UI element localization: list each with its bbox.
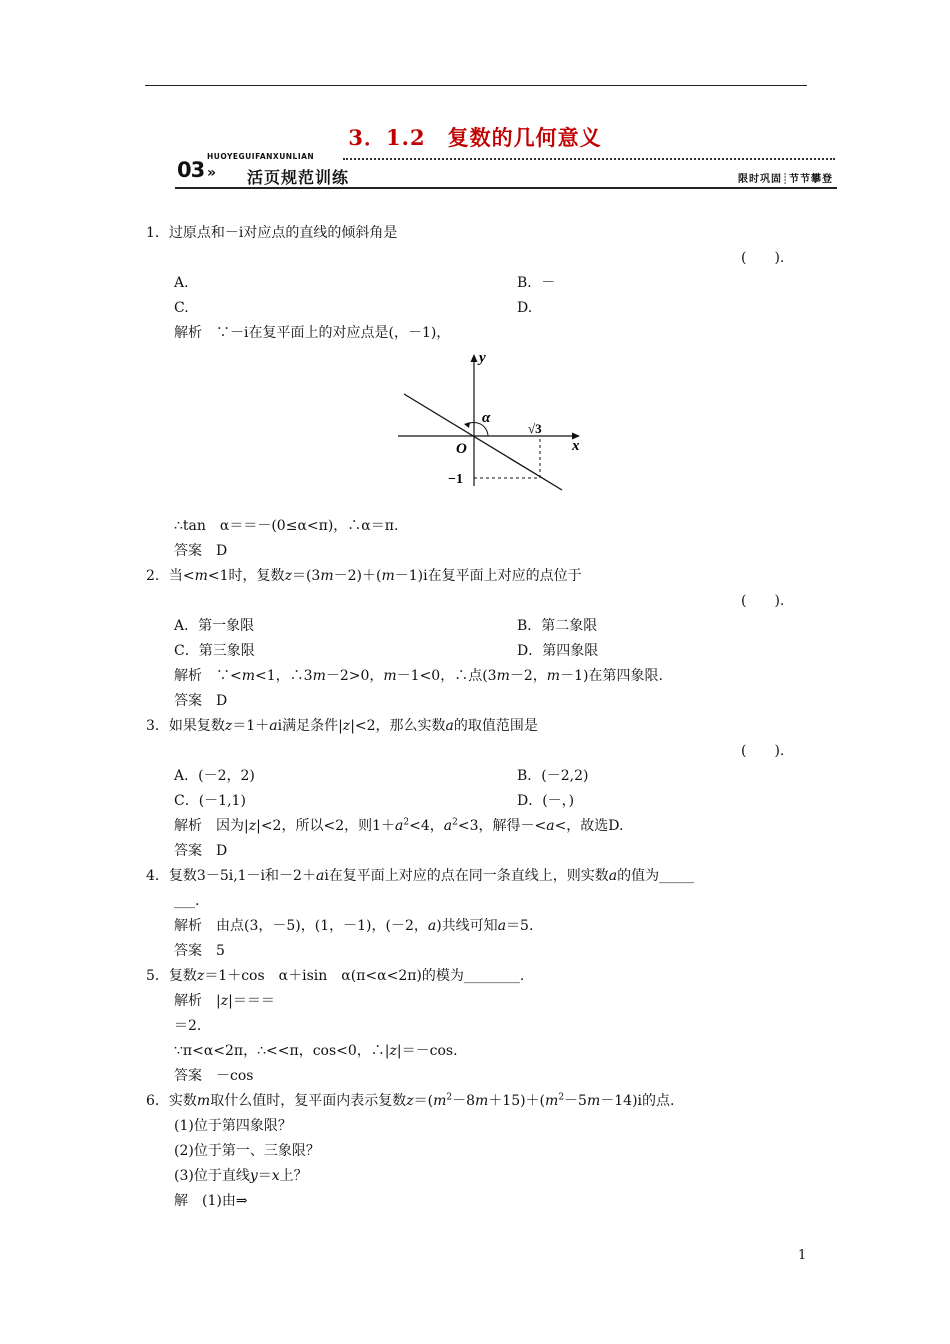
page-number: 1 <box>798 1248 807 1263</box>
q2-stem: 2．当<m<1时，复数z＝(3m－2)＋(m－1)i在复平面上对应的点位于 <box>146 568 582 584</box>
line-through-origin <box>404 394 562 490</box>
q4-stem-cont: ___. <box>174 893 200 909</box>
q2-option-a: A．第一象限 <box>174 618 255 634</box>
q3-option-a: A．(－2，2) <box>174 768 255 784</box>
top-rule <box>145 85 807 86</box>
x-axis-label: x <box>572 438 580 454</box>
q3-analysis: 解析 因为|z|<2，所以<2，则$1+a^2<4$，$a^2<3$，解得－<a<，故选D. <box>174 817 624 834</box>
q3-paren: ( ). <box>741 743 785 759</box>
q6-stem: 6．实数m取什么值时，复平面内表示复数$z=(m^2-8m+15)+(m^2-5m-14)i$的点. <box>146 1092 675 1109</box>
q6-solution: 解 (1)由⇒ <box>174 1193 248 1209</box>
q1-paren: ( ). <box>741 250 785 266</box>
q1-stem: 1．过原点和－i对应点的直线的倾斜角是 <box>146 225 398 241</box>
banner-tag: 限时巩固┊节节攀登 <box>737 174 833 185</box>
q1-option-a: A. <box>174 275 189 291</box>
y-axis-arrow-icon <box>471 354 478 362</box>
q6-part-2: (2)位于第一、三象限？ <box>174 1143 320 1159</box>
q2-paren: ( ). <box>741 593 785 609</box>
q2-option-d: D．第四象限 <box>517 643 599 659</box>
alpha-label: α <box>482 410 491 426</box>
q1-option-c: C. <box>174 300 189 316</box>
q6-part-3: (3)位于直线y＝x上？ <box>174 1168 308 1184</box>
coordinate-figure <box>390 346 590 496</box>
q3-stem: 3．如果复数z＝1＋ai满足条件|z|<2，那么实数a的取值范围是 <box>146 718 538 734</box>
origin-label: O <box>456 441 467 457</box>
q1-option-d: D. <box>517 300 533 316</box>
q1-analysis: 解析 ∵－i在复平面上的对应点是(，－1)， <box>174 325 451 341</box>
q2-option-c: C．第三象限 <box>174 643 255 659</box>
q3-option-c: C．(－1,1) <box>174 793 246 809</box>
y-axis-label: y <box>479 350 486 366</box>
sqrt3-label: √3 <box>528 421 542 436</box>
q6-part-1: (1)位于第四象限？ <box>174 1118 292 1134</box>
section-banner <box>175 152 837 192</box>
q3-option-b: B．(－2,2) <box>517 768 589 784</box>
q5-equals-two: ＝2. <box>174 1018 202 1034</box>
banner-name: 活页规范训练 <box>247 168 350 187</box>
banner-number: 03 <box>177 158 205 182</box>
q5-stem: 5．复数z＝1＋cos α＋isin α(π<α<2π)的模为________. <box>146 968 525 984</box>
banner-rule <box>175 187 837 189</box>
q5-analysis: 解析 |z|＝＝＝ <box>174 993 275 1009</box>
q2-option-b: B．第二象限 <box>517 618 598 634</box>
q3-option-d: D．(－，) <box>517 793 575 809</box>
q4-answer: 答案 5 <box>174 943 225 959</box>
q3-answer: 答案 D <box>174 843 228 859</box>
q4-analysis: 解析 由点(3，－5)，(1，－1)，(－2，a)共线可知a＝5. <box>174 918 534 934</box>
q1-tan-line: ∴tan α＝＝－(0≤α<π)，∴α＝π. <box>174 518 399 534</box>
q4-stem: 4．复数3－5i,1－i和－2＋ai在复平面上对应的点在同一条直线上，则实数a的值为_____ <box>146 868 695 884</box>
page-title: 3．1.2 复数的几何意义 <box>348 125 602 150</box>
banner-pinyin: HUOYEGUIFANXUNLIAN <box>207 152 315 161</box>
q5-because: ∵π<α<2π，∴<<π，cos<0，∴|z|＝－cos. <box>174 1043 458 1059</box>
minus-one-label: −1 <box>448 472 463 487</box>
q5-answer: 答案 －cos <box>174 1068 254 1084</box>
banner-dotted-line <box>343 158 835 160</box>
q2-analysis: 解析 ∵<m<1，∴3m－2>0，m－1<0，∴点(3m－2，m－1)在第四象限. <box>174 668 663 684</box>
q1-option-b: B．－ <box>517 275 556 291</box>
angle-arrow-icon <box>464 422 470 428</box>
banner-arrow-icon: » <box>207 165 217 181</box>
q1-answer: 答案 D <box>174 543 228 559</box>
q2-answer: 答案 D <box>174 693 228 709</box>
